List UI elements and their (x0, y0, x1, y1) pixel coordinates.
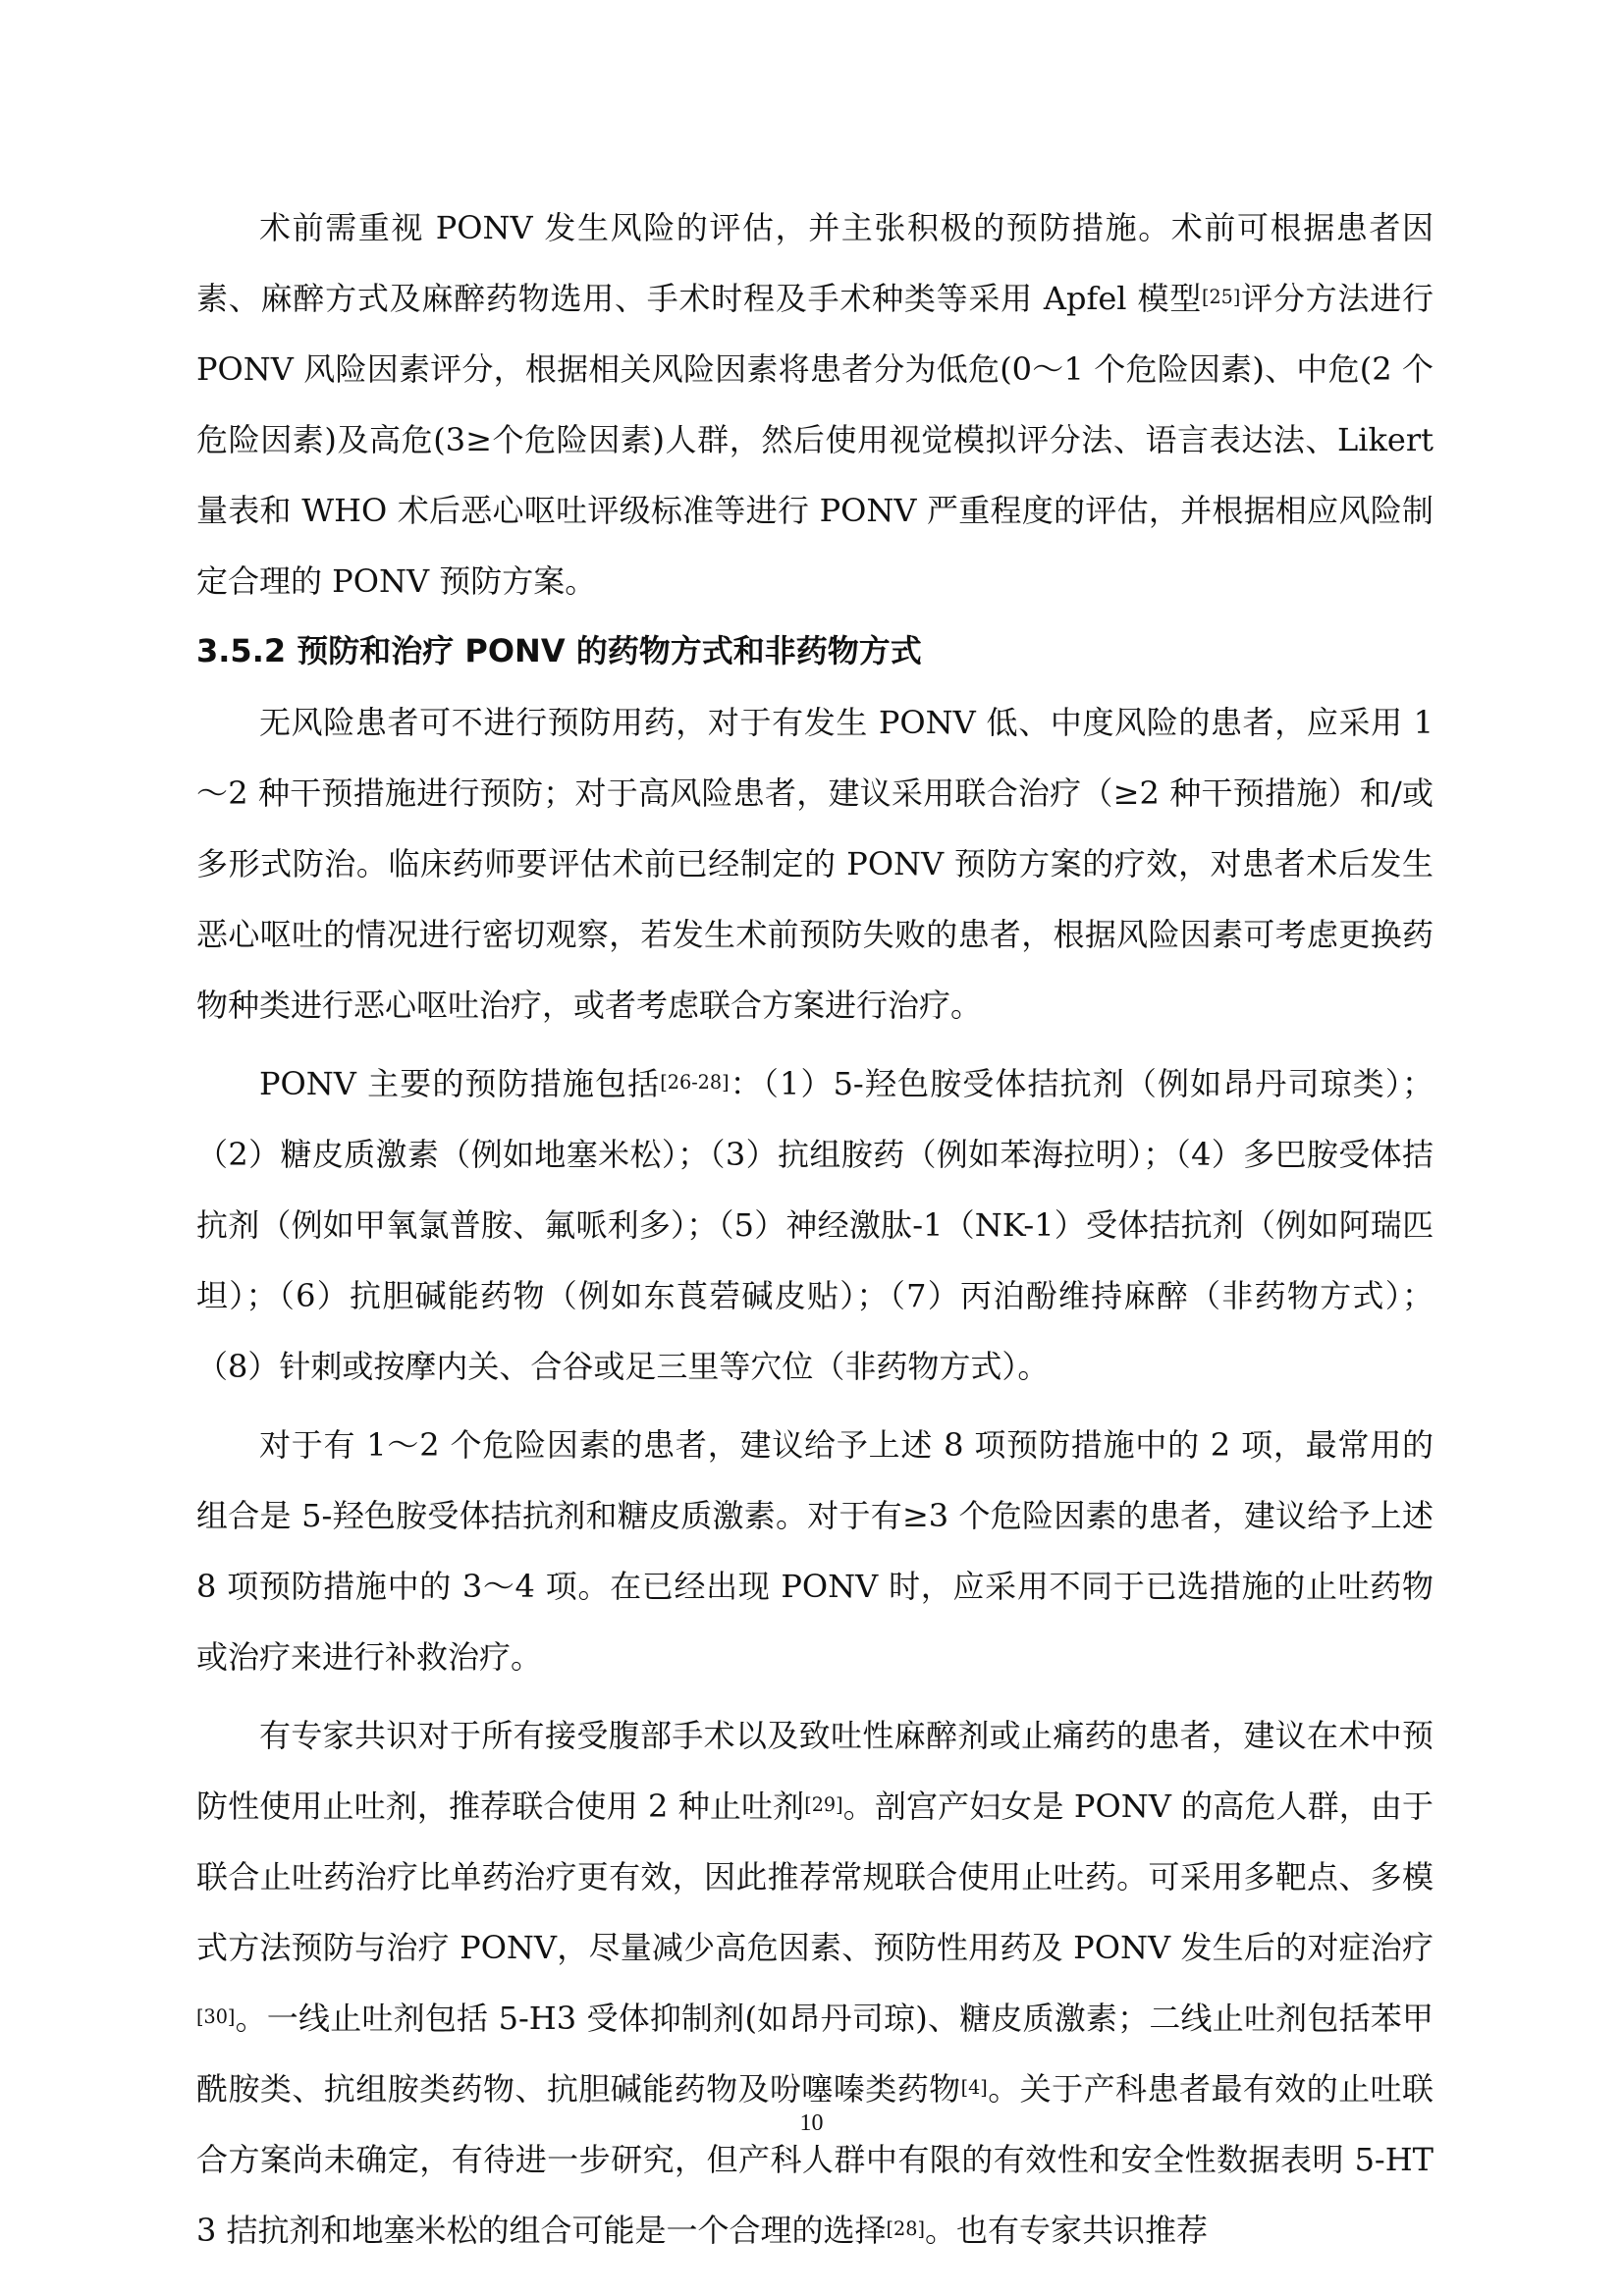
paragraph-ponv-risk-assessment (196, 192, 1434, 616)
text-segment: 有专家共识对于所有接受腹部手术以及致吐性麻醉剂或止痛药的患者，建议在术中预防性使用止吐剂，推荐联合使用 2 种止吐剂 (196, 1717, 1434, 1825)
text-segment: 。也有专家共识推荐 (924, 2212, 1208, 2249)
text-segment: 。一线止吐剂包括 5-H3 受体抑制剂(如昂丹司琼)、糖皮质激素；二线止吐剂包括苯甲酰胺类、抗组胺类药物、抗胆碱能药物及吩噻嗪类药物 (196, 2000, 1434, 2108)
text-segment: ：（1）5-羟色胺受体拮抗剂（例如昂丹司琼类）；（2）糖皮质激素（例如地塞米松）；（3）抗组胺药（例如苯海拉明）；（4）多巴胺受体拮抗剂（例如甲氧氯普胺、氟哌利多）；（5）神经激肽-1（NK-1）受体拮抗剂（例如阿瑞匹坦）；（6）抗胆碱能药物（例如东莨菪碱皮贴）；（7）丙泊酚维持麻醉（非药物方式）；（8）针刺或按摩内关、合谷或足三里等穴位（非药物方式）。 (196, 1065, 1434, 1385)
citation-28: [28] (886, 2217, 925, 2241)
paragraph-expert-consensus (196, 1700, 1434, 2266)
section-heading-3-5-2: 3.5.2 预防和治疗 PONV 的药物方式和非药物方式 (196, 632, 922, 669)
text-segment: 术前需重视 PONV 发生风险的评估，并主张积极的预防措施。术前可根据患者因素、麻醉方式及麻醉药物选用、手术时程及手术种类等采用 Apfel 模型 (196, 209, 1434, 317)
citation-4: [4] (960, 2076, 988, 2100)
text-segment: PONV 主要的预防措施包括 (259, 1065, 661, 1102)
citation-25: [25] (1201, 286, 1241, 309)
text-segment: 评分方法进行 PONV 风险因素评分，根据相关风险因素将患者分为低危(0～1 个危险因素)、中危(2 个危险因素)及高危(3≥个危险因素)人群，然后使用视觉模拟评分法、语言表达法、Likert 量表和 WHO 术后恶心呕吐评级标准等进行 PONV 严重程度的评估，并根据相应风险制定合理的 PONV 预防方案。 (196, 280, 1434, 600)
page-number: 10 (799, 2110, 824, 2136)
text-segment: 。剖宫产妇女是 PONV 的高危人群，由于联合止吐药治疗比单药治疗更有效，因此推荐常规联合使用止吐药。可采用多靶点、多模式方法预防与治疗 PONV，尽量减少高危因素、预防性用药及 PONV 发生后的对症治疗 (196, 1788, 1434, 1966)
citation-29: [29] (804, 1793, 843, 1817)
paragraph-risk-factor-recommendations: 对于有 1～2 个危险因素的患者，建议给予上述 8 项预防措施中的 2 项，最常用的组合是 5-羟色胺受体拮抗剂和糖皮质激素。对于有≥3 个危险因素的患者，建议给予上述 8 项预防措施中的 3～4 项。在已经出现 PONV 时，应采用不同于已选措施的止吐药物或治疗来进行补救治疗。 (196, 1426, 1434, 1676)
text-segment: 。关于产科患者最有效的止吐联合方案尚未确定，有待进一步研究，但产科人群中有限的有效性和安全性数据表明 5-HT3 拮抗剂和地塞米松的组合可能是一个合理的选择 (196, 2070, 1434, 2249)
citation-30: [30] (196, 2005, 236, 2029)
citation-26-28: [26-28] (660, 1071, 730, 1095)
paragraph-prevention-measures (196, 1048, 1434, 1402)
page-content (196, 192, 1434, 2273)
paragraph-risk-based-prevention: 无风险患者可不进行预防用药，对于有发生 PONV 低、中度风险的患者，应采用 1～2 种干预措施进行预防；对于高风险患者，建议采用联合治疗（≥2 种干预措施）和/或多形式防治。临床药师要评估术前已经制定的 PONV 预防方案的疗效，对患者术后发生恶心呕吐的情况进行密切观察，若发生术前预防失败的患者，根据风险因素可考虑更换药物种类进行恶心呕吐治疗，或者考虑联合方案进行治疗。 (196, 704, 1434, 1024)
